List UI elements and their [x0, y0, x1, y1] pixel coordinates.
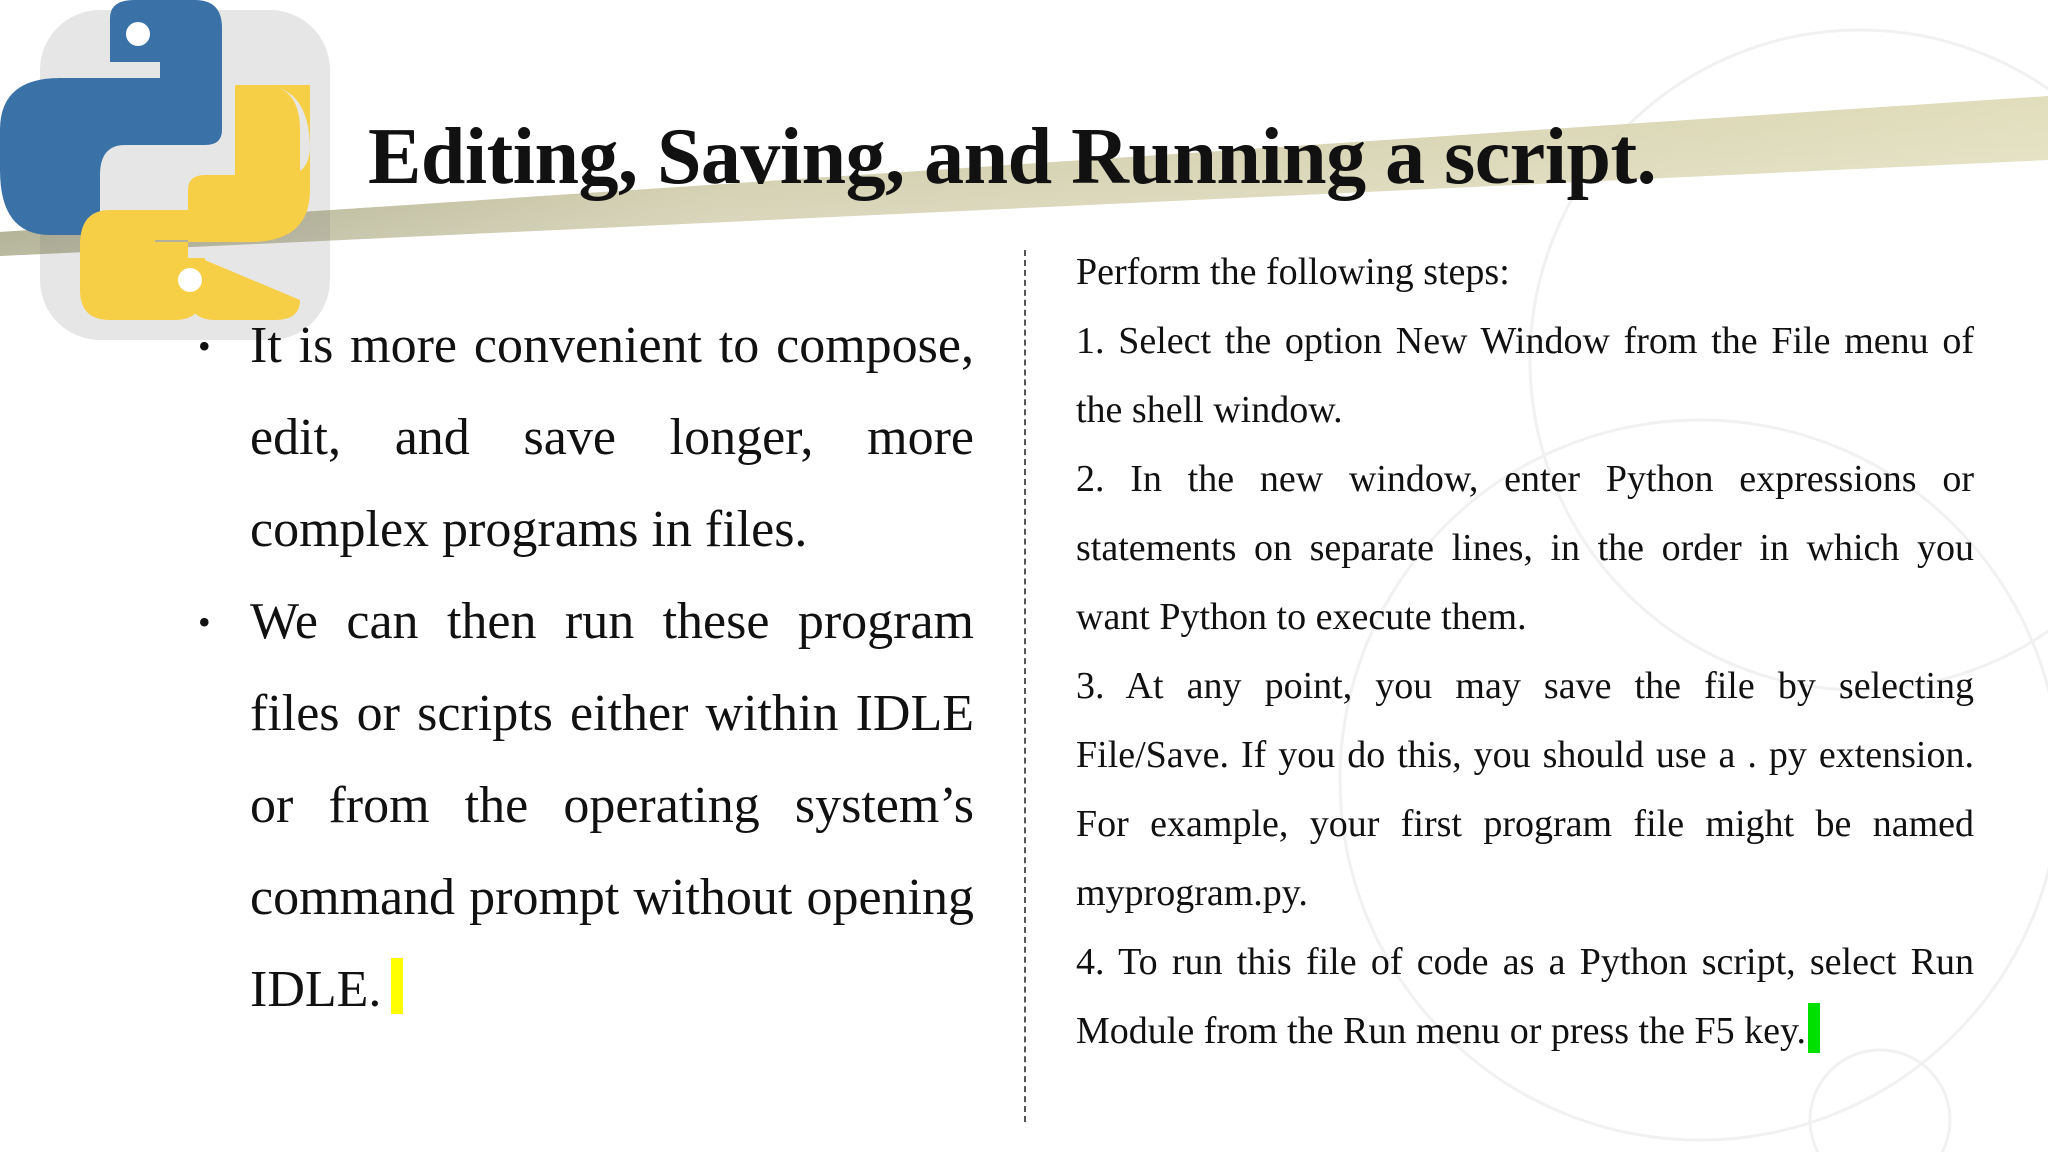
slide-title: Editing, Saving, and Running a script.: [368, 113, 1657, 201]
yellow-highlight-cursor: [391, 958, 403, 1014]
bullet-list: [190, 300, 974, 1036]
left-column: [190, 300, 974, 1036]
column-divider: [1024, 250, 1026, 1122]
bullet-text-1: It is more convenient to compose, edit, and save longer, more complex programs in files.: [250, 317, 974, 558]
right-column: [1076, 238, 1974, 1066]
step-4: [1076, 928, 1974, 1066]
green-highlight-cursor: [1808, 1003, 1820, 1053]
python-logo-icon: [0, 0, 330, 340]
bullet-dot-icon: •: [198, 326, 211, 366]
steps-intro: Perform the following steps:: [1076, 251, 1510, 293]
step-2: 2. In the new window, enter Python expressions or statements on separate lines, in the order in which you want Python to execute them.: [1076, 458, 1974, 638]
step-4-text: 4. To run this file of code as a Python script, select Run Module from the Run menu or press the F5 key.: [1076, 941, 1974, 1052]
step-1: 1. Select the option New Window from the File menu of the shell window.: [1076, 320, 1974, 431]
bullet-dot-icon: •: [198, 602, 211, 642]
bullet-item-2: [190, 576, 974, 1036]
step-3: 3. At any point, you may save the file by selecting File/Save. If you do this, you should use a . py extension. For example, your first program file might be named myprogram.py.: [1076, 665, 1974, 914]
bullet-item-1: [190, 300, 974, 576]
bullet-text-2: We can then run these program files or scripts either within IDLE or from the operating system’s command prompt without opening IDLE.: [250, 593, 974, 1018]
